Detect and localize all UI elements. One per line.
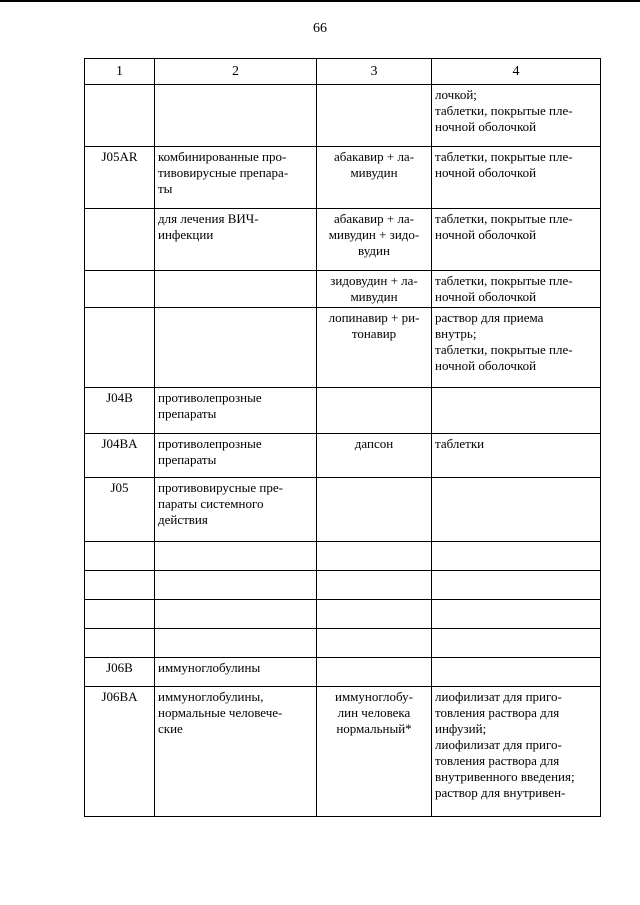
cell-line: лиофилизат для приго- xyxy=(435,737,562,752)
cell-line: иммуноглобулины, xyxy=(158,689,264,704)
cell-line: раствор для внутривен- xyxy=(435,785,566,800)
cell-line: J06BA xyxy=(101,689,138,704)
cell-line: нормальный* xyxy=(336,721,412,736)
drug-name-cell xyxy=(317,85,432,147)
cell-line: мивудин xyxy=(350,165,398,180)
code-cell xyxy=(85,271,155,308)
group-cell xyxy=(155,600,317,629)
dosage-form-cell xyxy=(432,600,601,629)
table-row xyxy=(85,271,601,308)
table-row xyxy=(85,388,601,434)
cell-line: раствор для приема xyxy=(435,310,544,325)
drug-name-cell xyxy=(317,209,432,271)
group-cell xyxy=(155,308,317,388)
cell-line: таблетки, покрытые пле- xyxy=(435,273,573,288)
column-header: 2 xyxy=(155,59,317,85)
cell-line: ночной оболочкой xyxy=(435,358,537,373)
drug-name-cell xyxy=(317,658,432,687)
code-cell xyxy=(85,209,155,271)
cell-line: лин человека xyxy=(337,705,411,720)
code-cell xyxy=(85,629,155,658)
cell-line: абакавир + ла- xyxy=(333,149,415,164)
cell-line: параты системного xyxy=(158,496,264,511)
cell-line: дапсон xyxy=(354,436,394,451)
page-number: 66 xyxy=(313,21,327,36)
cell-line: внутривенного введения; xyxy=(435,769,575,784)
drug-name-cell xyxy=(317,147,432,209)
group-cell xyxy=(155,478,317,542)
dosage-form-cell xyxy=(432,571,601,600)
dosage-form-cell xyxy=(432,209,601,271)
group-cell xyxy=(155,209,317,271)
drug-name-cell xyxy=(317,271,432,308)
group-cell xyxy=(155,434,317,478)
drug-name-cell xyxy=(317,308,432,388)
cell-line: мивудин + зидо- xyxy=(328,227,420,242)
drug-name-cell xyxy=(317,388,432,434)
cell-line: инфузий; xyxy=(435,721,487,736)
code-cell xyxy=(85,85,155,147)
column-header: 4 xyxy=(432,59,601,85)
drug-name-cell xyxy=(317,478,432,542)
dosage-form-cell xyxy=(432,658,601,687)
cell-line: таблетки xyxy=(435,436,485,451)
dosage-form-cell xyxy=(432,85,601,147)
cell-line: таблетки, покрытые пле- xyxy=(435,103,573,118)
code-cell xyxy=(85,571,155,600)
table-row xyxy=(85,571,601,600)
group-cell xyxy=(155,687,317,817)
dosage-form-cell xyxy=(432,308,601,388)
table-row xyxy=(85,542,601,571)
cell-line: зидовудин + ла- xyxy=(330,273,418,288)
cell-line: действия xyxy=(158,512,208,527)
table-row xyxy=(85,687,601,817)
cell-line: иммуноглобу- xyxy=(335,689,413,704)
cell-line: инфекции xyxy=(158,227,214,242)
table-row xyxy=(85,658,601,687)
table-row xyxy=(85,434,601,478)
code-cell xyxy=(85,687,155,817)
cell-line: для лечения ВИЧ- xyxy=(158,211,259,226)
cell-line: противовирусные пре- xyxy=(158,480,283,495)
cell-line: ночной оболочкой xyxy=(435,119,537,134)
cell-line: иммуноглобулины xyxy=(158,660,261,675)
cell-line: нормальные человече- xyxy=(158,705,283,720)
cell-line: лиофилизат для приго- xyxy=(435,689,562,704)
cell-line: ты xyxy=(158,181,173,196)
dosage-form-cell xyxy=(432,388,601,434)
cell-line: мивудин xyxy=(350,289,398,304)
group-cell xyxy=(155,388,317,434)
cell-line: ночной оболочкой xyxy=(435,289,537,304)
group-cell xyxy=(155,571,317,600)
cell-line: препараты xyxy=(158,452,217,467)
cell-line: лопинавир + ри- xyxy=(328,310,420,325)
dosage-form-cell xyxy=(432,542,601,571)
cell-line: комбинированные про- xyxy=(158,149,287,164)
cell-line: J04B xyxy=(106,390,133,405)
drug-name-cell xyxy=(317,434,432,478)
table-row xyxy=(85,209,601,271)
code-cell xyxy=(85,542,155,571)
dosage-form-cell xyxy=(432,147,601,209)
dosage-form-cell xyxy=(432,434,601,478)
group-cell xyxy=(155,147,317,209)
group-cell xyxy=(155,629,317,658)
cell-line: абакавир + ла- xyxy=(333,211,415,226)
drug-name-cell xyxy=(317,571,432,600)
code-cell xyxy=(85,147,155,209)
cell-line: J04BA xyxy=(101,436,138,451)
table-row xyxy=(85,629,601,658)
table-row xyxy=(85,600,601,629)
group-cell xyxy=(155,271,317,308)
group-cell xyxy=(155,658,317,687)
table-row xyxy=(85,147,601,209)
cell-line: вудин xyxy=(358,243,390,258)
cell-line: таблетки, покрытые пле- xyxy=(435,211,573,226)
cell-line: тивовирусные препара- xyxy=(158,165,289,180)
cell-line: противолепрозные xyxy=(158,390,262,405)
code-cell xyxy=(85,600,155,629)
cell-line: ские xyxy=(158,721,183,736)
cell-line: внутрь; xyxy=(435,326,477,341)
top-rule xyxy=(0,0,640,2)
code-cell xyxy=(85,388,155,434)
drug-name-cell xyxy=(317,600,432,629)
dosage-form-cell xyxy=(432,478,601,542)
column-header: 1 xyxy=(85,59,155,85)
cell-line: тонавир xyxy=(351,326,397,341)
group-cell xyxy=(155,85,317,147)
cell-line: J05AR xyxy=(101,149,138,164)
dosage-form-cell xyxy=(432,687,601,817)
drug-name-cell xyxy=(317,629,432,658)
code-cell xyxy=(85,308,155,388)
table-row xyxy=(85,85,601,147)
cell-line: препараты xyxy=(158,406,217,421)
drug-name-cell xyxy=(317,687,432,817)
drug-name-cell xyxy=(317,542,432,571)
group-cell xyxy=(155,542,317,571)
table-row xyxy=(85,308,601,388)
cell-line: таблетки, покрытые пле- xyxy=(435,342,573,357)
code-cell xyxy=(85,478,155,542)
cell-line: товления раствора для xyxy=(435,705,560,720)
code-cell xyxy=(85,434,155,478)
cell-line: J05 xyxy=(110,480,129,495)
code-cell xyxy=(85,658,155,687)
cell-line: таблетки, покрытые пле- xyxy=(435,149,573,164)
cell-line: ночной оболочкой xyxy=(435,165,537,180)
cell-line: J06B xyxy=(106,660,133,675)
cell-line: противолепрозные xyxy=(158,436,262,451)
cell-line: товления раствора для xyxy=(435,753,560,768)
dosage-form-cell xyxy=(432,629,601,658)
column-header: 3 xyxy=(317,59,432,85)
cell-line: лочкой; xyxy=(435,87,477,102)
table-row xyxy=(85,478,601,542)
table-header-row xyxy=(85,59,601,85)
dosage-form-cell xyxy=(432,271,601,308)
drug-table xyxy=(84,58,601,817)
cell-line: ночной оболочкой xyxy=(435,227,537,242)
